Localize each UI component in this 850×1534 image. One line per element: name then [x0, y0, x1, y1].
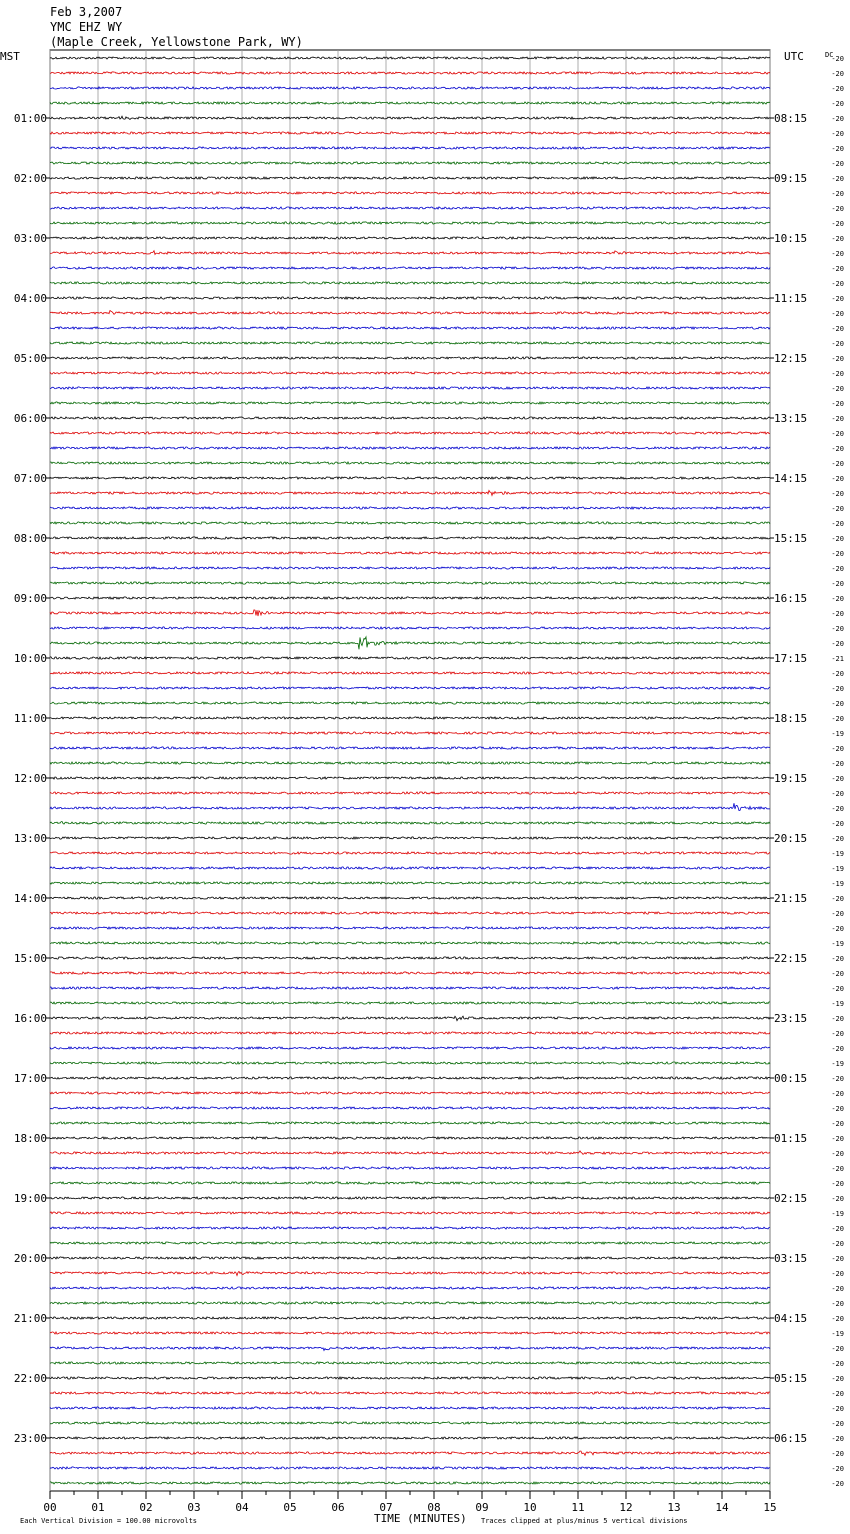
trace-line: [50, 717, 770, 719]
x-tick-label: 00: [43, 1501, 57, 1514]
x-tick-label: 04: [235, 1501, 249, 1514]
right-hour-label: 19:15: [774, 772, 808, 785]
dc-offset-label: -20: [831, 145, 844, 153]
dc-offset-label: -20: [831, 1390, 844, 1398]
dc-offset-label: -20: [831, 1150, 844, 1158]
dc-offset-label: -20: [831, 1270, 844, 1278]
trace-line: [50, 972, 770, 974]
dc-offset-label: -19: [831, 1330, 844, 1338]
dc-offset-label: -19: [831, 940, 844, 948]
right-hour-label: 17:15: [774, 652, 808, 665]
trace-line: [50, 1182, 770, 1184]
x-tick-label: 13: [667, 1501, 681, 1514]
dc-offset-label: -20: [831, 790, 844, 798]
dc-offset-label: -20: [831, 1105, 844, 1113]
left-hour-label: 18:00: [13, 1132, 47, 1145]
dc-offset-label: -20: [831, 55, 844, 63]
trace-line: [50, 1016, 770, 1020]
dc-offset-label: -20: [831, 1360, 844, 1368]
trace-line: [50, 177, 770, 179]
right-hour-label: 18:15: [774, 712, 808, 725]
dc-offset-label: -20: [831, 220, 844, 228]
trace-line: [50, 132, 770, 134]
right-hour-label: 02:15: [774, 1192, 808, 1205]
right-timezone-label: UTC: [784, 50, 804, 63]
trace-line: [50, 402, 770, 404]
trace-line: [50, 987, 770, 989]
trace-line: [50, 1151, 770, 1155]
trace-line: [50, 597, 770, 599]
trace-line: [50, 957, 770, 959]
trace-line: [50, 1062, 770, 1064]
right-hour-label: 04:15: [774, 1312, 808, 1325]
trace-line: [50, 657, 770, 659]
right-hour-label: 01:15: [774, 1132, 808, 1145]
trace-line: [50, 102, 770, 104]
trace-line: [50, 1167, 770, 1169]
dc-offset-label: -20: [831, 745, 844, 753]
dc-offset-label: -20: [831, 640, 844, 648]
trace-line: [50, 342, 770, 344]
dc-offset-label: -20: [831, 700, 844, 708]
dc-offset-label: -20: [831, 1120, 844, 1128]
trace-line: [50, 1317, 770, 1319]
dc-offset-label: -20: [831, 1165, 844, 1173]
axis-labels: [0, 50, 844, 1525]
trace-line: [50, 732, 770, 734]
left-hour-label: 15:00: [13, 952, 47, 965]
trace-line: [50, 1377, 770, 1379]
dc-offset-label: -20: [831, 715, 844, 723]
trace-line: [50, 567, 770, 569]
dc-offset-label: -20: [831, 775, 844, 783]
dc-offset-label: -20: [831, 445, 844, 453]
dc-offset-label: -20: [831, 475, 844, 483]
trace-line: [50, 447, 770, 449]
dc-offset-label: -20: [831, 1450, 844, 1458]
trace-line: [50, 237, 770, 239]
trace-line: [50, 927, 770, 929]
dc-offset-label: -20: [831, 820, 844, 828]
dc-offset-label: -19: [831, 730, 844, 738]
trace-line: [50, 1422, 770, 1424]
right-hour-label: 12:15: [774, 352, 808, 365]
dc-offset-label: -20: [831, 685, 844, 693]
left-hour-label: 03:00: [13, 232, 47, 245]
trace-line: [50, 462, 770, 464]
plot-frame: [50, 50, 770, 1491]
right-hour-label: 22:15: [774, 952, 808, 965]
dc-offset-label: -20: [831, 805, 844, 813]
dc-offset-label: -20: [831, 460, 844, 468]
scale-note: Each Vertical Division = 100.00 microvolts: [20, 1517, 198, 1525]
dc-offset-label: -19: [831, 1210, 844, 1218]
trace-line: [50, 311, 770, 315]
trace-line: [50, 1032, 770, 1034]
dc-offset-label: -20: [831, 1315, 844, 1323]
x-tick-label: 12: [619, 1501, 633, 1514]
trace-line: [50, 882, 770, 884]
left-hour-label: 05:00: [13, 352, 47, 365]
dc-offset-label: -20: [831, 130, 844, 138]
left-hour-label: 20:00: [13, 1252, 47, 1265]
trace-line: [50, 222, 770, 224]
right-hour-label: 00:15: [774, 1072, 808, 1085]
trace-line: [50, 1302, 770, 1304]
left-hour-label: 22:00: [13, 1372, 47, 1385]
trace-line: [50, 822, 770, 825]
dc-offset-label: -20: [831, 1045, 844, 1053]
dc-offset-label: -20: [831, 1225, 844, 1233]
trace-line: [50, 552, 770, 554]
trace-line: [50, 192, 770, 194]
left-hour-label: 07:00: [13, 472, 47, 485]
trace-line: [50, 72, 770, 74]
trace-line: [50, 327, 770, 329]
dc-offset-label: -20: [831, 1195, 844, 1203]
dc-offset-label: -20: [831, 1180, 844, 1188]
right-hour-label: 23:15: [774, 1012, 808, 1025]
left-hour-label: 11:00: [13, 712, 47, 725]
trace-line: [50, 1227, 770, 1229]
trace-line: [50, 417, 770, 419]
trace-line: [50, 912, 770, 914]
dc-offset-label: -20: [831, 1090, 844, 1098]
trace-line: [50, 1047, 770, 1049]
dc-offset-label: -20: [831, 1030, 844, 1038]
left-hour-label: 06:00: [13, 412, 47, 425]
trace-line: [50, 1197, 770, 1199]
dc-offset-label: -20: [831, 970, 844, 978]
trace-line: [50, 803, 770, 810]
left-hour-label: 04:00: [13, 292, 47, 305]
dc-offset-label: -20: [831, 400, 844, 408]
trace-line: [50, 491, 770, 496]
dc-offset-label: -20: [831, 1465, 844, 1473]
left-hour-label: 17:00: [13, 1072, 47, 1085]
dc-offset-label: -20: [831, 160, 844, 168]
trace-line: [50, 387, 770, 389]
right-hour-label: 11:15: [774, 292, 808, 305]
dc-offset-label: -20: [831, 580, 844, 588]
right-hour-label: 05:15: [774, 1372, 808, 1385]
dc-offset-label: -20: [831, 1435, 844, 1443]
dc-offset-label: -20: [831, 910, 844, 918]
plot-date: Feb 3,2007: [50, 5, 123, 19]
trace-line: [50, 522, 770, 524]
trace-line: [50, 1362, 770, 1364]
trace-line: [50, 1407, 770, 1409]
trace-line: [50, 267, 770, 269]
dc-offset-label: -20: [831, 235, 844, 243]
trace-line: [50, 852, 770, 854]
trace-line: [50, 1122, 770, 1124]
dc-offset-label: -20: [831, 295, 844, 303]
seismic-traces: [50, 57, 770, 1484]
trace-line: [50, 1002, 770, 1004]
dc-offset-label: -20: [831, 760, 844, 768]
left-hour-label: 16:00: [13, 1012, 47, 1025]
dc-offset-label: -20: [831, 1135, 844, 1143]
dc-offset-label: -20: [831, 190, 844, 198]
left-hour-label: 21:00: [13, 1312, 47, 1325]
dc-offset-label: -19: [831, 1000, 844, 1008]
trace-line: [50, 282, 770, 284]
trace-line: [50, 610, 770, 616]
dc-offset-header: DC: [825, 51, 834, 59]
dc-offset-label: -20: [831, 505, 844, 513]
x-tick-label: 02: [139, 1501, 153, 1514]
trace-line: [50, 1347, 770, 1351]
dc-offset-label: -20: [831, 415, 844, 423]
trace-line: [50, 432, 770, 434]
trace-line: [50, 372, 770, 374]
x-tick-label: 14: [715, 1501, 729, 1514]
left-hour-label: 13:00: [13, 832, 47, 845]
trace-line: [50, 1077, 770, 1079]
trace-line: [50, 147, 770, 149]
trace-line: [50, 477, 770, 479]
dc-offset-label: -20: [831, 670, 844, 678]
dc-offset-label: -20: [831, 955, 844, 963]
dc-offset-label: -20: [831, 340, 844, 348]
right-hour-label: 03:15: [774, 1252, 808, 1265]
left-hour-label: 12:00: [13, 772, 47, 785]
x-tick-label: 15: [763, 1501, 777, 1514]
trace-line: [50, 1107, 770, 1109]
x-tick-label: 03: [187, 1501, 201, 1514]
trace-line: [50, 837, 770, 839]
dc-offset-label: -20: [831, 985, 844, 993]
right-hour-label: 15:15: [774, 532, 808, 545]
dc-offset-label: -20: [831, 895, 844, 903]
trace-line: [50, 762, 770, 764]
trace-line: [50, 1392, 770, 1394]
trace-line: [50, 57, 770, 59]
dc-offset-label: -20: [831, 1285, 844, 1293]
right-hour-label: 20:15: [774, 832, 808, 845]
dc-offset-label: -20: [831, 1480, 844, 1488]
x-tick-label: 07: [379, 1501, 393, 1514]
dc-offset-label: -20: [831, 100, 844, 108]
right-hour-label: 14:15: [774, 472, 808, 485]
right-hour-label: 06:15: [774, 1432, 808, 1445]
dc-offset-label: -20: [831, 325, 844, 333]
trace-line: [50, 1437, 770, 1439]
dc-offset-label: -19: [831, 1060, 844, 1068]
left-hour-label: 19:00: [13, 1192, 47, 1205]
dc-offset-label: -20: [831, 175, 844, 183]
trace-line: [50, 357, 770, 359]
minute-grid: [46, 50, 774, 1499]
right-hour-label: 09:15: [774, 172, 808, 185]
left-hour-label: 01:00: [13, 112, 47, 125]
dc-offset-label: -20: [831, 85, 844, 93]
trace-line: [50, 687, 770, 689]
x-tick-label: 01: [91, 1501, 105, 1514]
trace-line: [50, 251, 770, 255]
trace-line: [50, 1257, 770, 1259]
right-hour-label: 10:15: [774, 232, 808, 245]
trace-line: [50, 162, 770, 164]
x-tick-label: 08: [427, 1501, 441, 1514]
dc-offset-label: -21: [831, 655, 844, 663]
trace-line: [50, 777, 770, 779]
left-hour-label: 10:00: [13, 652, 47, 665]
clip-note: Traces clipped at plus/minus 5 vertical divisions: [481, 1517, 688, 1525]
dc-offset-label: -20: [831, 265, 844, 273]
trace-line: [50, 87, 770, 89]
dc-offset-label: -20: [831, 625, 844, 633]
left-hour-label: 08:00: [13, 532, 47, 545]
right-hour-label: 13:15: [774, 412, 808, 425]
left-hour-label: 23:00: [13, 1432, 47, 1445]
dc-offset-label: -20: [831, 355, 844, 363]
trace-line: [50, 627, 770, 629]
station-code: YMC EHZ WY: [50, 20, 123, 34]
dc-offset-label: -20: [831, 550, 844, 558]
dc-offset-label: -20: [831, 1405, 844, 1413]
trace-line: [50, 702, 770, 704]
left-timezone-label: MST: [0, 50, 20, 63]
dc-offset-label: -20: [831, 310, 844, 318]
dc-offset-label: -20: [831, 205, 844, 213]
dc-offset-label: -20: [831, 835, 844, 843]
trace-line: [50, 867, 770, 869]
dc-offset-label: -20: [831, 610, 844, 618]
right-hour-label: 16:15: [774, 592, 808, 605]
dc-offset-label: -20: [831, 370, 844, 378]
trace-line: [50, 1332, 770, 1334]
trace-line: [50, 942, 770, 944]
left-hour-label: 02:00: [13, 172, 47, 185]
trace-line: [50, 507, 770, 509]
dc-offset-label: -20: [831, 385, 844, 393]
right-hour-label: 08:15: [774, 112, 808, 125]
dc-offset-label: -20: [831, 1255, 844, 1263]
dc-offset-label: -20: [831, 535, 844, 543]
x-tick-label: 10: [523, 1501, 537, 1514]
trace-line: [50, 1212, 770, 1214]
trace-line: [50, 1482, 770, 1484]
dc-offset-label: -20: [831, 1015, 844, 1023]
dc-offset-label: -20: [831, 1345, 844, 1353]
dc-offset-label: -20: [831, 430, 844, 438]
trace-line: [50, 1242, 770, 1244]
dc-offset-label: -20: [831, 565, 844, 573]
dc-offset-label: -19: [831, 865, 844, 873]
x-tick-label: 11: [571, 1501, 585, 1514]
dc-offset-label: -20: [831, 1420, 844, 1428]
right-hour-label: 21:15: [774, 892, 808, 905]
trace-line: [50, 1451, 770, 1455]
x-tick-label: 05: [283, 1501, 297, 1514]
dc-offset-label: -20: [831, 1240, 844, 1248]
dc-offset-label: -20: [831, 250, 844, 258]
dc-offset-label: -20: [831, 520, 844, 528]
x-axis-title: TIME (MINUTES): [374, 1512, 467, 1525]
trace-line: [50, 297, 770, 299]
dc-offset-label: -20: [831, 70, 844, 78]
dc-offset-label: -20: [831, 490, 844, 498]
dc-offset-label: -19: [831, 850, 844, 858]
trace-line: [50, 1287, 770, 1289]
dc-offset-label: -20: [831, 1075, 844, 1083]
trace-line: [50, 582, 770, 584]
x-tick-label: 09: [475, 1501, 489, 1514]
dc-offset-label: -20: [831, 1375, 844, 1383]
left-hour-label: 14:00: [13, 892, 47, 905]
dc-offset-label: -20: [831, 595, 844, 603]
left-hour-label: 09:00: [13, 592, 47, 605]
trace-line: [50, 1092, 770, 1094]
x-tick-label: 06: [331, 1501, 345, 1514]
trace-line: [50, 897, 770, 899]
trace-line: [50, 672, 770, 674]
station-location: (Maple Creek, Yellowstone Park, WY): [50, 35, 303, 49]
trace-line: [50, 537, 770, 539]
trace-line: [50, 1467, 770, 1469]
dc-offset-label: -20: [831, 115, 844, 123]
trace-line: [50, 116, 770, 119]
trace-line: [50, 1271, 770, 1275]
trace-line: [50, 747, 770, 749]
dc-offset-label: -20: [831, 280, 844, 288]
dc-offset-label: -19: [831, 880, 844, 888]
trace-line: [50, 792, 770, 794]
trace-line: [50, 1137, 770, 1139]
dc-offset-label: -20: [831, 1300, 844, 1308]
dc-offset-label: -20: [831, 925, 844, 933]
trace-line: [50, 637, 770, 649]
trace-line: [50, 207, 770, 209]
